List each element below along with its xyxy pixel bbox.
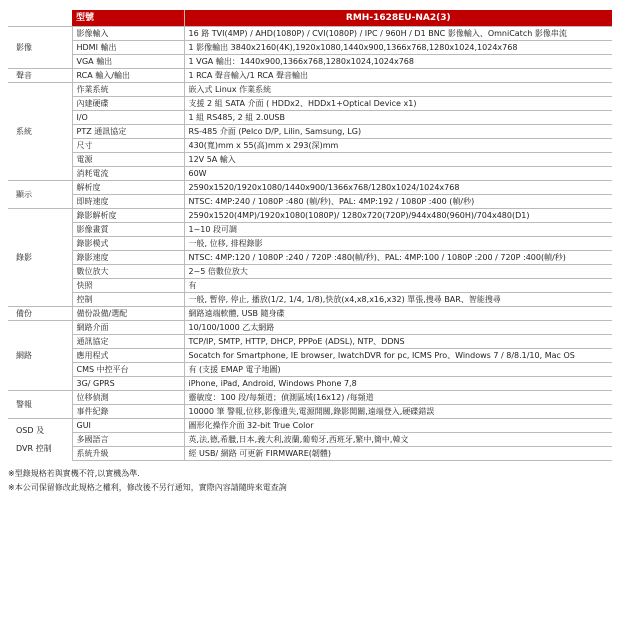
row-value: 有 (支援 EMAP 電子地圖) [184, 363, 612, 377]
row-value: 經 USB/ 網路 可更新 FIRMWARE(韌體) [184, 447, 612, 461]
footnotes [8, 467, 612, 495]
row-value: 一般, 位移, 排程錄影 [184, 237, 612, 251]
table-row [8, 69, 612, 83]
row-label: 事件紀錄 [72, 405, 184, 419]
category-backup: 備份 [8, 307, 72, 321]
row-label: 影像輸入 [72, 27, 184, 41]
row-value: 1 影像輸出 3840x2160(4K),1920x1080,1440x900,1366x768,1280x1024,1024x768 [184, 41, 612, 55]
row-label: 通訊協定 [72, 335, 184, 349]
row-value: 1 組 RS485, 2 組 2.0USB [184, 111, 612, 125]
row-label: 控制 [72, 293, 184, 307]
table-row [8, 55, 612, 69]
table-row [8, 209, 612, 223]
row-value: TCP/IP, SMTP, HTTP, DHCP, PPPoE (ADSL), NTP、DDNS [184, 335, 612, 349]
table-row [8, 111, 612, 125]
row-label: 錄影模式 [72, 237, 184, 251]
category-record: 錄影 [8, 209, 72, 307]
row-value: 圖形化操作介面 32-bit True Color [184, 419, 612, 433]
table-row [8, 335, 612, 349]
row-value: 16 路 TVI(4MP) / AHD(1080P) / CVI(1080P) / IPC / 960H / D1 BNC 影像輸入、OmniCatch 影像串流 [184, 27, 612, 41]
header-label: 型號 [72, 10, 184, 27]
table-row [8, 251, 612, 265]
table-row [8, 405, 612, 419]
table-row [8, 321, 612, 335]
category-alarm: 警報 [8, 391, 72, 419]
table-row [8, 419, 612, 433]
row-value: NTSC: 4MP:120 / 1080P :240 / 720P :480(幀/秒)、PAL: 4MP:100 / 1080P :200 / 720P :400(幀/秒) [184, 251, 612, 265]
table-row [8, 363, 612, 377]
table-row [8, 447, 612, 461]
row-label: 尺寸 [72, 139, 184, 153]
table-row [8, 27, 612, 41]
table-row [8, 223, 612, 237]
row-label: GUI [72, 419, 184, 433]
category-osd-line1: OSD 及 [16, 425, 45, 435]
row-value: 支援 2 組 SATA 介面 ( HDDx2、HDDx1+Optical Device x1) [184, 97, 612, 111]
row-label: 多國語言 [72, 433, 184, 447]
row-value: 靈敏度：100 段/每頻道；偵測區域(16x12) /每頻道 [184, 391, 612, 405]
row-label: 系統升級 [72, 447, 184, 461]
row-value: 2590x1520(4MP)/1920x1080(1080P)/ 1280x720(720P)/944x480(960H)/704x480(D1) [184, 209, 612, 223]
row-value: 1~10 段可調 [184, 223, 612, 237]
table-row [8, 153, 612, 167]
table-row [8, 97, 612, 111]
row-label: 應用程式 [72, 349, 184, 363]
category-network: 網路 [8, 321, 72, 391]
table-row [8, 125, 612, 139]
category-osd [8, 419, 72, 461]
row-label: 位移偵測 [72, 391, 184, 405]
table-row [8, 139, 612, 153]
spec-sheet [8, 10, 612, 495]
footnote: ※型錄規格若與實機不符,以實機為準. [8, 469, 140, 478]
row-label: 影像畫質 [72, 223, 184, 237]
row-value: iPhone, iPad, Android, Windows Phone 7,8 [184, 377, 612, 391]
row-label: 3G/ GPRS [72, 377, 184, 391]
table-row [8, 391, 612, 405]
table-row [8, 83, 612, 97]
row-label: 即時速度 [72, 195, 184, 209]
row-value: NTSC: 4MP:240 / 1080P :480 (幀/秒)、PAL: 4MP:192 / 1080P :400 (幀/秒) [184, 195, 612, 209]
category-osd-line2: DVR 控制 [16, 443, 52, 453]
row-label: 錄影速度 [72, 251, 184, 265]
row-value: 10/100/1000 乙太網路 [184, 321, 612, 335]
row-value: 60W [184, 167, 612, 181]
table-row [8, 279, 612, 293]
row-value: 英,法,德,希臘,日本,義大利,波蘭,葡萄牙,西班牙,繁中,簡中,韓文 [184, 433, 612, 447]
spec-table [8, 10, 612, 461]
footnote: ※本公司保留修改此規格之權利，修改後不另行通知，實際內容請隨時來電查詢 [8, 483, 287, 492]
row-value: Socatch for Smartphone, IE browser, IwatchDVR for pc, ICMS Pro、Windows 7 / 8/8.1/10, Mac OS [184, 349, 612, 363]
row-label: PTZ 通訊協定 [72, 125, 184, 139]
row-value: 2~5 倍數位放大 [184, 265, 612, 279]
row-label: 消耗電流 [72, 167, 184, 181]
row-label: 快照 [72, 279, 184, 293]
row-label: RCA 輸入/輸出 [72, 69, 184, 83]
row-label: 錄影解析度 [72, 209, 184, 223]
row-label: VGA 輸出 [72, 55, 184, 69]
table-row [8, 433, 612, 447]
table-row [8, 41, 612, 55]
table-row [8, 265, 612, 279]
table-row [8, 307, 612, 321]
row-label: 作業系統 [72, 83, 184, 97]
category-system: 系統 [8, 83, 72, 181]
table-row [8, 293, 612, 307]
row-value: 12V 5A 輸入 [184, 153, 612, 167]
row-value: 2590x1520/1920x1080/1440x900/1366x768/1280x1024/1024x768 [184, 181, 612, 195]
row-label: 網路介面 [72, 321, 184, 335]
row-value: 430(寬)mm x 55(高)mm x 293(深)mm [184, 139, 612, 153]
header-model: RMH-1628EU-NA2(3) [184, 10, 612, 27]
row-value: 網路遠端軟體, USB 隨身碟 [184, 307, 612, 321]
table-row [8, 349, 612, 363]
row-label: I/O [72, 111, 184, 125]
row-value: 10000 筆 警報,位移,影像遺失,電源開關,錄影開關,遠端登入,硬碟錯誤 [184, 405, 612, 419]
table-row [8, 377, 612, 391]
table-row [8, 195, 612, 209]
row-label: 備份設備/選配 [72, 307, 184, 321]
row-label: 數位放大 [72, 265, 184, 279]
row-label: 解析度 [72, 181, 184, 195]
table-row [8, 167, 612, 181]
header-row [8, 10, 612, 27]
row-label: HDMI 輸出 [72, 41, 184, 55]
row-value: 嵌入式 Linux 作業系統 [184, 83, 612, 97]
row-value: 一般, 暫停, 停止, 播放(1/2, 1/4, 1/8),快放(x4,x8,x16,x32) 單張,搜尋 BAR、智能搜尋 [184, 293, 612, 307]
row-label: 電源 [72, 153, 184, 167]
row-label: 內建硬碟 [72, 97, 184, 111]
row-value: RS-485 介面 (Pelco D/P, Lilin, Samsung, LG) [184, 125, 612, 139]
row-value: 1 RCA 聲音輸入/1 RCA 聲音輸出 [184, 69, 612, 83]
category-display: 顯示 [8, 181, 72, 209]
category-audio: 聲音 [8, 69, 72, 83]
category-video: 影像 [8, 27, 72, 69]
table-row [8, 181, 612, 195]
row-value: 1 VGA 輸出：1440x900,1366x768,1280x1024,1024x768 [184, 55, 612, 69]
table-row [8, 237, 612, 251]
row-label: CMS 中控平台 [72, 363, 184, 377]
row-value: 有 [184, 279, 612, 293]
